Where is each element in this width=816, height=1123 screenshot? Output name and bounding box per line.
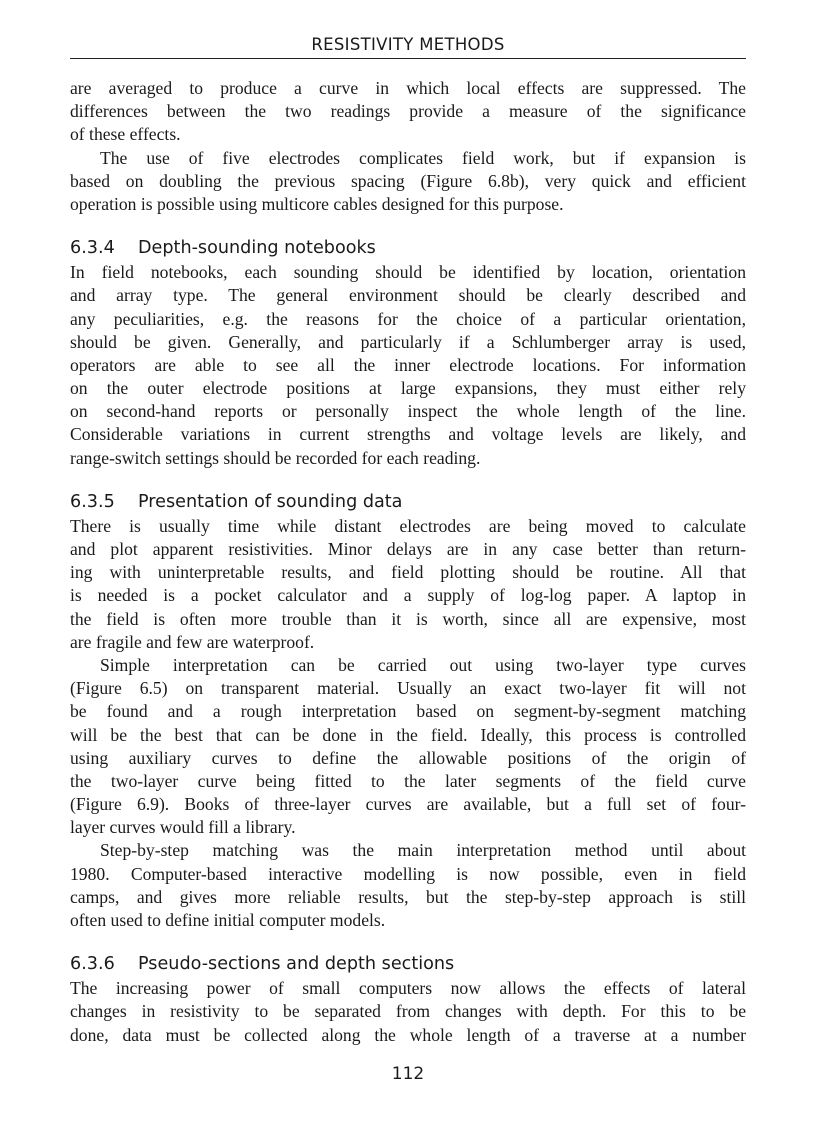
text-line: Step-by-step matching was the main interpretation method until about <box>100 840 746 861</box>
text-line: done, data must be collected along the whole length of a traverse at a number <box>70 1024 746 1045</box>
text-line: be found and a rough interpretation based on segment-by-segment matching <box>70 701 746 722</box>
section-paragraph <box>70 839 746 932</box>
intro-paragraph <box>70 77 746 147</box>
intro-paragraph <box>70 147 746 217</box>
text-line: There is usually time while distant electrodes are being moved to calculate <box>70 515 746 536</box>
text-line: 1980. Computer-based interactive modelling is now possible, even in field <box>70 863 746 884</box>
text-line: The increasing power of small computers now allows the effects of lateral <box>70 978 746 999</box>
text-line: Simple interpretation can be carried out using two-layer type curves <box>100 654 746 675</box>
text-line: camps, and gives more reliable results, but the step-by-step approach is still <box>70 886 746 907</box>
section-title: Pseudo-sections and depth sections <box>138 954 455 975</box>
header-rule <box>70 58 746 59</box>
section-paragraph <box>70 261 746 470</box>
section-heading-6-3-4 <box>70 237 746 261</box>
text-line: based on doubling the previous spacing (Figure 6.8b), very quick and efficient <box>70 170 746 191</box>
section-number: 6.3.4 <box>70 238 115 259</box>
text-line: should be given. Generally, and particularly if a Schlumberger array is used, <box>70 331 746 352</box>
text-line: In field notebooks, each sounding should be identified by location, orientation <box>70 262 746 283</box>
section-spacer <box>70 470 746 491</box>
section-heading-6-3-5 <box>70 491 746 515</box>
section-number: 6.3.6 <box>70 954 115 975</box>
text-line: are fragile and few are waterproof. <box>70 631 315 652</box>
text-line: is needed is a pocket calculator and a supply of log-log paper. A laptop in <box>70 585 746 606</box>
text-line: of these effects. <box>70 124 181 145</box>
section-paragraph <box>70 977 746 1047</box>
text-line: layer curves would fill a library. <box>70 817 296 838</box>
section-number: 6.3.5 <box>70 491 115 512</box>
section-heading-6-3-6 <box>70 953 746 977</box>
text-line: changes in resistivity to be separated from changes with depth. For this to be <box>70 1001 746 1022</box>
text-line: operators are able to see all the inner electrode locations. For information <box>70 354 746 375</box>
text-line: using auxiliary curves to define the allowable positions of the origin of <box>70 747 746 768</box>
section-title: Presentation of sounding data <box>138 491 403 512</box>
text-line: the field is often more trouble than it is worth, since all are expensive, most <box>70 608 746 629</box>
section-spacer <box>70 932 746 953</box>
text-line: (Figure 6.9). Books of three-layer curves are available, but a full set of four- <box>70 794 746 815</box>
text-line: ing with uninterpretable results, and field plotting should be routine. All that <box>70 562 746 583</box>
text-line: will be the best that can be done in the field. Ideally, this process is controlled <box>70 724 746 745</box>
body-text <box>70 77 746 1047</box>
section-spacer <box>70 216 746 237</box>
text-line: on the outer electrode positions at large expansions, they must either rely <box>70 378 746 399</box>
text-line: are averaged to produce a curve in which local effects are suppressed. The <box>70 78 746 98</box>
text-line: The use of five electrodes complicates field work, but if expansion is <box>100 147 746 168</box>
page-number: 112 <box>391 1064 425 1084</box>
text-line: (Figure 6.5) on transparent material. Usually an exact two-layer fit will not <box>70 678 746 699</box>
text-line: the two-layer curve being fitted to the later segments of the field curve <box>70 770 746 791</box>
text-line: often used to define initial computer models. <box>70 910 386 930</box>
text-line: any peculiarities, e.g. the reasons for the choice of a particular orientation, <box>70 308 746 329</box>
text-line: and plot apparent resistivities. Minor delays are in any case better than return- <box>70 539 746 559</box>
section-paragraph <box>70 515 746 654</box>
section-paragraph <box>70 654 746 840</box>
running-head: RESISTIVITY METHODS <box>311 35 505 54</box>
text-line: range-switch settings should be recorded for each reading. <box>70 447 481 468</box>
text-line: and array type. The general environment should be clearly described and <box>70 285 746 306</box>
text-line: differences between the two readings provide a measure of the significance <box>70 101 746 122</box>
text-line: Considerable variations in current strengths and voltage levels are likely, and <box>70 424 746 445</box>
text-line: on second-hand reports or personally inspect the whole length of the line. <box>70 401 746 422</box>
text-line: operation is possible using multicore cables designed for this purpose. <box>70 193 564 214</box>
section-title: Depth-sounding notebooks <box>138 238 376 259</box>
